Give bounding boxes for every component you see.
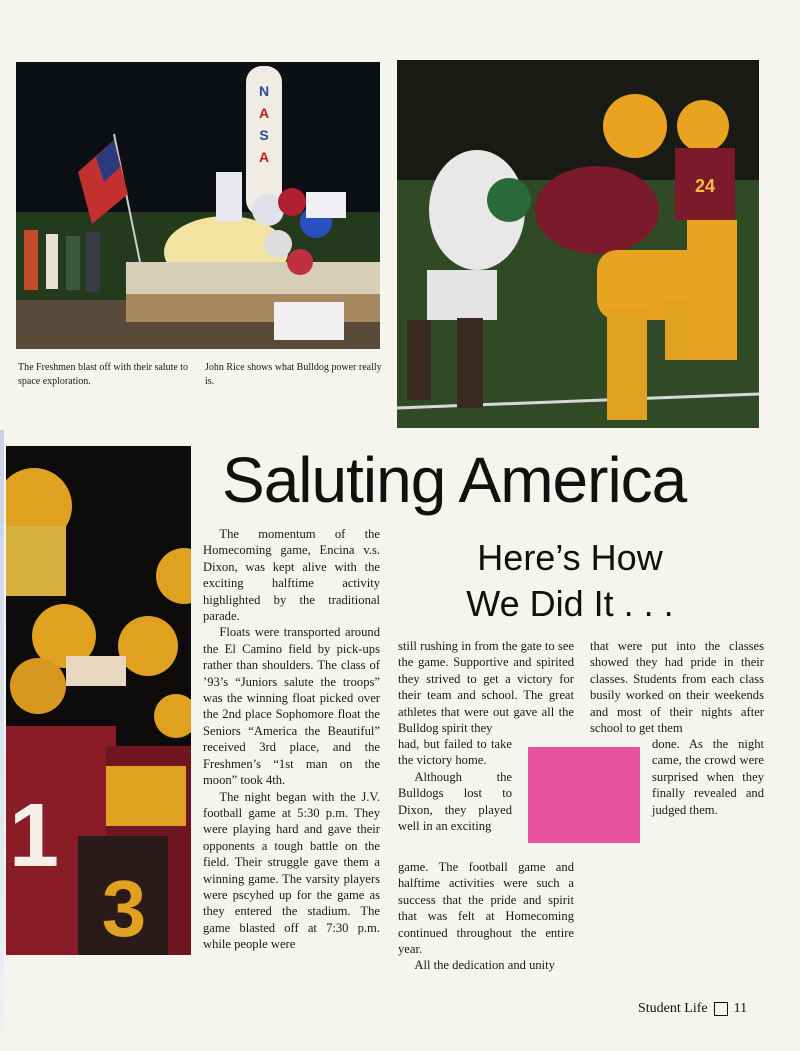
- parade-caption-right: John Rice shows what Bulldog power really is.: [205, 362, 382, 387]
- col2-paragraph-bottom: game. The football game and halftime activities were such a success that the pride and spirit that was felt at Homecoming continued throughout the entire year.: [398, 860, 574, 957]
- tackle-photo: [397, 60, 759, 428]
- article-column-2-narrow: [398, 736, 512, 834]
- pink-color-block: [528, 747, 640, 843]
- article-column-3-narrow: [652, 736, 764, 818]
- article-column-2-bottom: [398, 859, 574, 974]
- col1-paragraph-1: The momentum of the Homecoming game, Encina v.s. Dixon, was kept alive with the exciting halftime activity highlighted by the traditional parade.: [203, 527, 380, 624]
- article-title: Saluting America: [222, 444, 687, 516]
- section-name: Student Life: [638, 1001, 708, 1016]
- team-jersey-number-1: 1: [8, 786, 60, 886]
- rocket-letter-n: N: [258, 83, 270, 99]
- article-subtitle-line2: We Did It . . .: [466, 583, 674, 624]
- parade-caption-left: The Freshmen blast off with their salute to space exploration.: [18, 362, 189, 387]
- col2-paragraph-last: All the dedication and unity: [414, 958, 555, 973]
- col2-paragraph-narrow: had, but failed to take the victory home.: [398, 737, 512, 768]
- page-folio: [638, 1001, 747, 1017]
- article-subtitle-line1: Here’s How: [477, 537, 663, 578]
- tackle-jersey-number: 24: [694, 176, 716, 196]
- rocket-letter-a: A: [258, 105, 270, 121]
- parade-photo: [16, 62, 380, 349]
- col2-paragraph-narrow-2: Although the Bulldogs lost to Dixon, they played well in an exciting: [398, 769, 512, 834]
- page-edge: [0, 430, 4, 1030]
- article-column-2-top: [398, 638, 574, 736]
- folio-square-icon: [714, 1002, 728, 1016]
- col1-paragraph-2: Floats were transported around the El Camino field by pick-ups rather than shoulders. The class of ’93’s “Juniors salute the troops” was the winning float picked over the 2nd place Sophomore float the Seniors “America the Beautiful” received 3rd place, and the Freshmen’s “1st man on the moon” took 4th.: [203, 625, 380, 788]
- page-number: 11: [733, 1001, 748, 1016]
- article-column-1: [203, 526, 380, 953]
- team-photo: [6, 446, 191, 955]
- col3-paragraph-top: that were put into the classes showed they had pride in their classes. Students from each class busily worked on their weekends and most of their nights after school to get them: [590, 639, 764, 736]
- rocket-letter-a2: A: [258, 149, 270, 165]
- team-jersey-number-3: 3: [101, 864, 147, 953]
- col2-paragraph-top: still rushing in from the gate to see the game. Supportive and spirited they strived to get a victory for their team and school. The great athletes that were out gave all the Bulldog spirit they: [398, 639, 574, 736]
- col1-paragraph-3: The night began with the J.V. football game at 5:30 p.m. They were playing hard and gave their opponents a tough battle on the field. Their struggle gave them a winning game. The varsity players were pscyhed up for the game as they entered the stadium. The game blasted off at 7:30 p.m. while people were: [203, 789, 380, 952]
- rocket-letter-s: S: [259, 127, 269, 143]
- article-column-3-top: [590, 638, 764, 736]
- col3-paragraph-narrow: done. As the night came, the crowd were surprised when they finally revealed and judged them.: [652, 737, 764, 817]
